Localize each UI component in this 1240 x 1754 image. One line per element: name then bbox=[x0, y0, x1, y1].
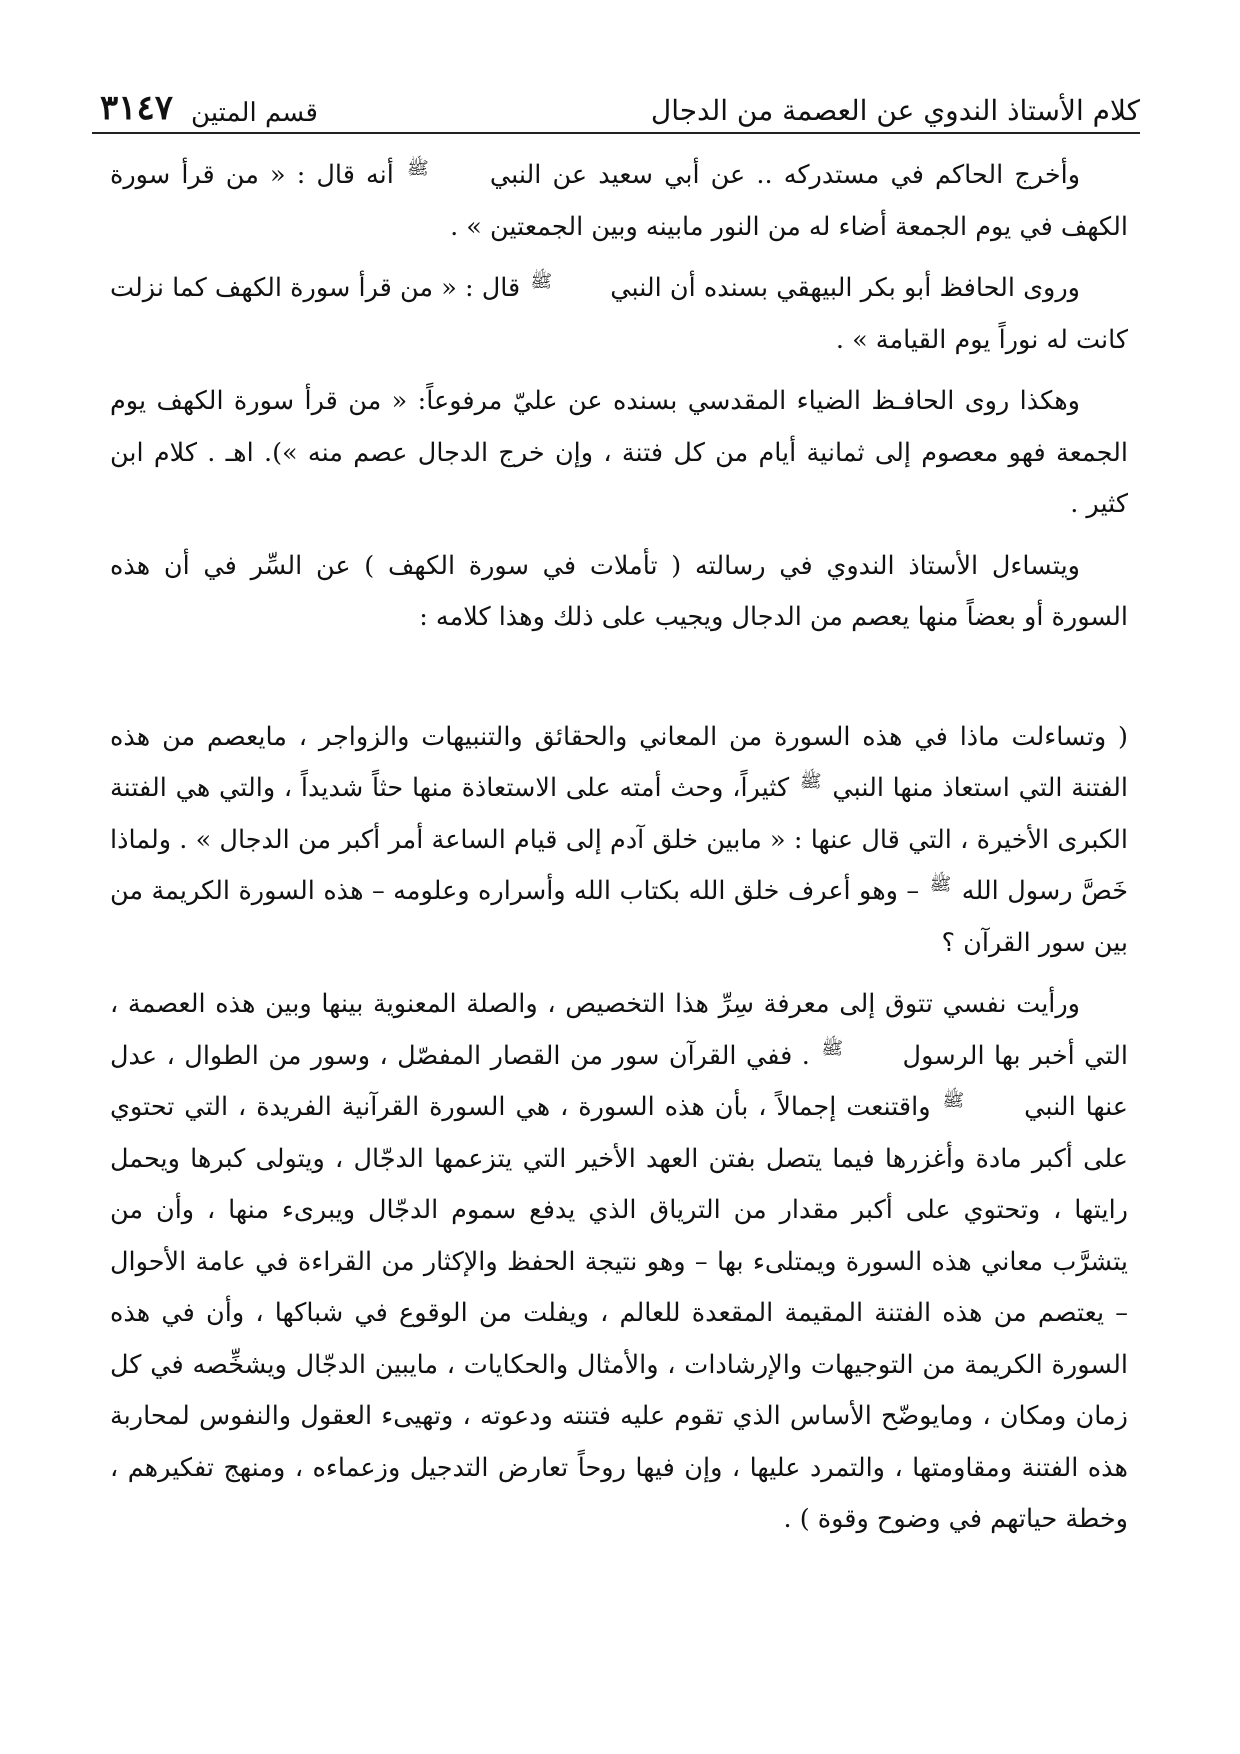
paragraph-text: وأخرج الحاكم في مستدركه .. عن أبي سعيد عن النبي bbox=[489, 160, 1081, 190]
header-meta bbox=[100, 88, 318, 128]
paragraph-text: أنه قال : « من قرأ سورة الكهف في يوم الجمعة أضاء له من النور مابينه وبين الجمعتين » . bbox=[110, 160, 1128, 242]
paragraph-text: قال : « من قرأ سورة الكهف كما نزلت كانت له نوراً يوم القيامة » . bbox=[110, 273, 1128, 355]
salutation-glyph: ﷺ bbox=[407, 157, 429, 179]
quote-paragraph-2 bbox=[110, 979, 1128, 1546]
paragraph-maqdisi bbox=[110, 376, 1128, 531]
paragraph-bayhaqi bbox=[110, 263, 1128, 366]
section-name: قسم المتين bbox=[191, 98, 318, 128]
paragraph-hakim bbox=[110, 150, 1128, 253]
quote-text: ( وتساءلت ماذا في هذه السورة من المعاني والحقائق والتنبيهات والزواجر ، مايعصم من هذه الفتنة التي استعاذ منها النبي bbox=[110, 721, 1129, 803]
header-rule bbox=[92, 132, 1140, 134]
paragraph-text: ويتساءل الأستاذ الندوي في رسالته ( تأملات في سورة الكهف ) عن السِّر في أن هذه السورة أو بعضاً منها يعصم من الدجال ويجيب على ذلك وهذا كلامه : bbox=[110, 550, 1128, 632]
paragraph-text: وهكذا روى الحافـظ الضياء المقدسي بسنده عن عليّ مرفوعاً: « من قرأ سورة الكهف يوم الجمعة فهو معصوم إلى ثمانية أيام من كل فتنة ، وإن خرج الدجال عصم منه »). اهـ . كلام ابن كثير . bbox=[110, 386, 1128, 519]
chapter-title: كلام الأستاذ الندوي عن العصمة من الدجال bbox=[650, 94, 1140, 128]
quote-text: – وهو أعرف خلق الله بكتاب الله وأسراره وعلومه – هذه السورة الكريمة من بين سور القرآن ؟ bbox=[110, 876, 1128, 958]
salutation-glyph: ﷺ bbox=[821, 1038, 844, 1059]
body-text bbox=[110, 150, 1128, 1556]
salutation-glyph: ﷺ bbox=[942, 1089, 965, 1111]
quote-text: كثيراً، وحث أمته على الاستعاذة منها حثاً شديداً ، والتي هي الفتنة الكبرى الأخيرة ، التي قال عنها : « مابين خلق آدم إلى قيام الساعة أمر أكبر من الدجال » . ولماذا خَصَّ رسول الله bbox=[110, 773, 1129, 906]
salutation-glyph: ﷺ bbox=[799, 770, 822, 792]
paragraph-text: وروى الحافظ أبو بكر البيهقي بسنده أن النبي bbox=[610, 273, 1080, 303]
salutation-glyph: ﷺ bbox=[929, 873, 952, 895]
quote-text: واقتنعت إجمالاً ، بأن هذه السورة ، هي السورة القرآنية الفريدة ، التي تحتوي على أكبر مادة وأغزرها فيما يتصل بفتن العهد الأخير التي يتزعمها الدجّال ، ويتولى كبرها ويحمل رايتها ، وتحتوي على أكبر مقدار من الترياق الذي يدفع سموم الدجّال ويبرىء منها ، وأن من يتشرَّب معاني هذه السورة ويمتلىء بها – وهو نتيجة الحفظ والإكثار من القراءة في عامة الأحوال – يعتصم من هذه الفتنة المقيمة المقعدة للعالم ، ويفلت من الوقوع في شباكها ، وأن في هذه السورة الكريمة من التوجيهات والإرشادات ، والأمثال والحكايات ، مايبين الدجّال ويشخِّصه في كل زمان ومكان ، ومايوضّح الأساس الذي تقوم عليه فتنته ودعوته ، وتهيىء العقول والنفوس لمحاربة هذه الفتنة ومقاومتها ، والتمرد عليها ، وإن فيها روحاً تعارض التدجيل وزعماءه ، ومنهج تفكيرهم ، وخطة حياتهم في وضوح وقوة ) . bbox=[110, 1092, 1128, 1534]
quote-text: . ففي القرآن سور من القصار المفصّل ، وسور من الطوال ، عدل عنها النبي bbox=[110, 1040, 1129, 1122]
quote-text: ورأيت نفسي تتوق إلى معرفة سِرِّ هذا التخصيص ، والصلة المعنوية بينها وبين هذه العصمة ، التي أخبر بها الرسول bbox=[110, 989, 1128, 1071]
section-spacer bbox=[110, 654, 1128, 712]
page-number: ٣١٤٧ bbox=[100, 88, 174, 128]
salutation-glyph: ﷺ bbox=[530, 270, 553, 292]
running-header bbox=[100, 80, 1140, 128]
paragraph-nadwi-intro bbox=[110, 541, 1128, 644]
quote-paragraph-1 bbox=[110, 712, 1128, 970]
